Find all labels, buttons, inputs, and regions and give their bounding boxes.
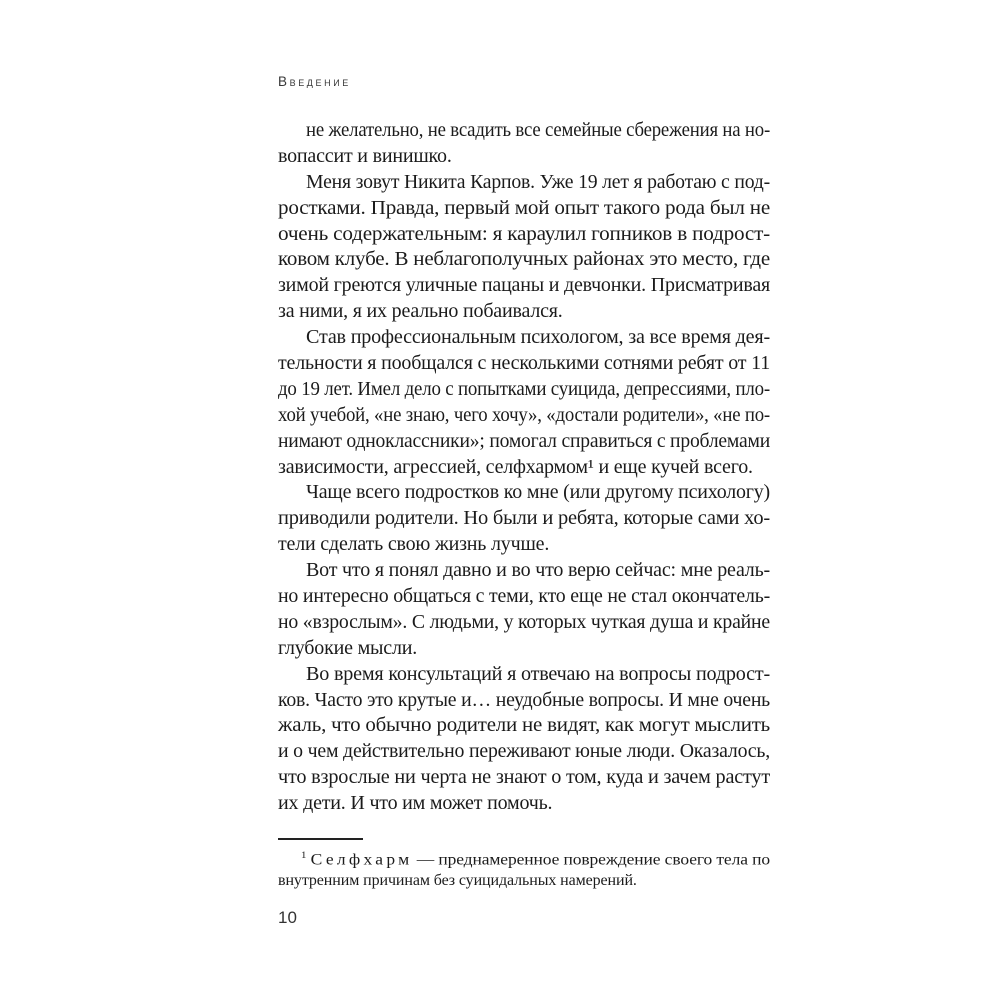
- text-line-content: тели сделать свою жизнь лучше.: [278, 533, 550, 556]
- footnote-line-1: [278, 843, 770, 868]
- text-line-content: Меня зовут Никита Карпов. Уже 19 лет я работаю с под-: [306, 170, 770, 193]
- text-line-content: глубокие мысли.: [278, 636, 418, 659]
- text-line-content: хой учебой, «не знаю, чего хочу», «достали родители», «не по-: [278, 403, 770, 426]
- text-line: [278, 299, 770, 325]
- text-line: [278, 506, 770, 532]
- text-line: [278, 558, 770, 584]
- text-line: [278, 480, 770, 506]
- footnote-marker: 1: [301, 850, 307, 861]
- text-line-content: жаль, что обычно родители не видят, как могут мыслить: [278, 714, 770, 737]
- text-line-content: Вот что я понял давно и во что верю сейчас: мне реаль-: [306, 559, 770, 582]
- text-line: [278, 636, 770, 662]
- text-line: [278, 196, 770, 222]
- text-line: [278, 765, 770, 791]
- text-line-content: не желательно, не всадить все семейные сбережения на но-: [306, 119, 770, 141]
- text-line: [278, 610, 770, 636]
- footnote-term: Селфхарм: [310, 851, 413, 869]
- text-line: [278, 144, 770, 170]
- text-line-content: но интересно общаться с теми, кто еще не стал окончатель-: [278, 585, 770, 608]
- text-line-content: их дети. И что им может помочь.: [278, 792, 553, 815]
- text-line: [278, 325, 770, 351]
- text-line-content: ростками. Правда, первый мой опыт такого рода был не: [278, 196, 770, 219]
- text-line-content: ков. Часто это крутые и… неудобные вопросы. И мне очень: [278, 688, 770, 711]
- text-line: [278, 377, 770, 403]
- text-line-content: зависимости, агрессией, селфхармом¹ и еще кучей всего.: [278, 455, 753, 478]
- footnote-text-line1: — преднамеренное повреждение своего тела по: [412, 851, 770, 869]
- footnote-divider: [278, 838, 363, 840]
- text-line: [278, 273, 770, 299]
- text-line: [278, 351, 770, 377]
- text-line: [278, 713, 770, 739]
- chapter-running-header: Введение: [278, 74, 351, 89]
- text-line: [278, 532, 770, 558]
- text-line-content: приводили родители. Но были и ребята, которые сами хо-: [278, 507, 770, 530]
- text-line: [278, 403, 770, 429]
- text-line: [278, 791, 770, 817]
- text-line: [278, 118, 770, 144]
- text-line: [278, 739, 770, 765]
- text-line: [278, 170, 770, 196]
- text-line: [278, 688, 770, 714]
- text-line: [278, 247, 770, 273]
- text-line: [278, 222, 770, 248]
- text-line: [278, 429, 770, 455]
- text-line-content: Став профессиональным психологом, за все время дея-: [306, 326, 770, 349]
- text-line-content: но «взрослым». С людьми, у которых чуткая душа и крайне: [278, 610, 770, 633]
- text-line-content: за ними, я их реально побаивался.: [278, 300, 563, 323]
- text-line-content: вопассит и винишко.: [278, 144, 452, 167]
- text-line: [278, 584, 770, 610]
- text-line-content: очень содержательным: я караулил гопников в подрост-: [278, 222, 770, 245]
- text-line: [278, 662, 770, 688]
- text-line: [278, 455, 770, 481]
- text-line-content: нимают одноклассники»; помогал справиться с проблемами: [278, 429, 770, 452]
- text-line-content: что взрослые ни черта не знают о том, куда и зачем растут: [278, 766, 770, 789]
- text-line-content: тельности я пообщался с несколькими сотнями ребят от 11: [278, 352, 770, 375]
- body-text: [278, 118, 770, 817]
- footnote: [278, 843, 770, 893]
- text-line-content: ковом клубе. В неблагополучных районах это место, где: [278, 248, 770, 271]
- text-line-content: Во время консультаций я отвечаю на вопросы подрост-: [306, 662, 770, 685]
- footnote-line-2: внутренним причинам без суицидальных намерений.: [278, 872, 637, 889]
- page-number: 10: [278, 908, 297, 927]
- text-line-content: зимой греются уличные пацаны и девчонки. Присматривая: [278, 274, 770, 297]
- text-line-content: Чаще всего подростков ко мне (или другому психологу): [306, 481, 770, 504]
- text-line-content: до 19 лет. Имел дело с попытками суицида, депрессиями, пло-: [278, 377, 770, 400]
- footnote-line-1-content: [301, 843, 770, 872]
- text-line-content: и о чем действительно переживают юные люди. Оказалось,: [278, 740, 770, 763]
